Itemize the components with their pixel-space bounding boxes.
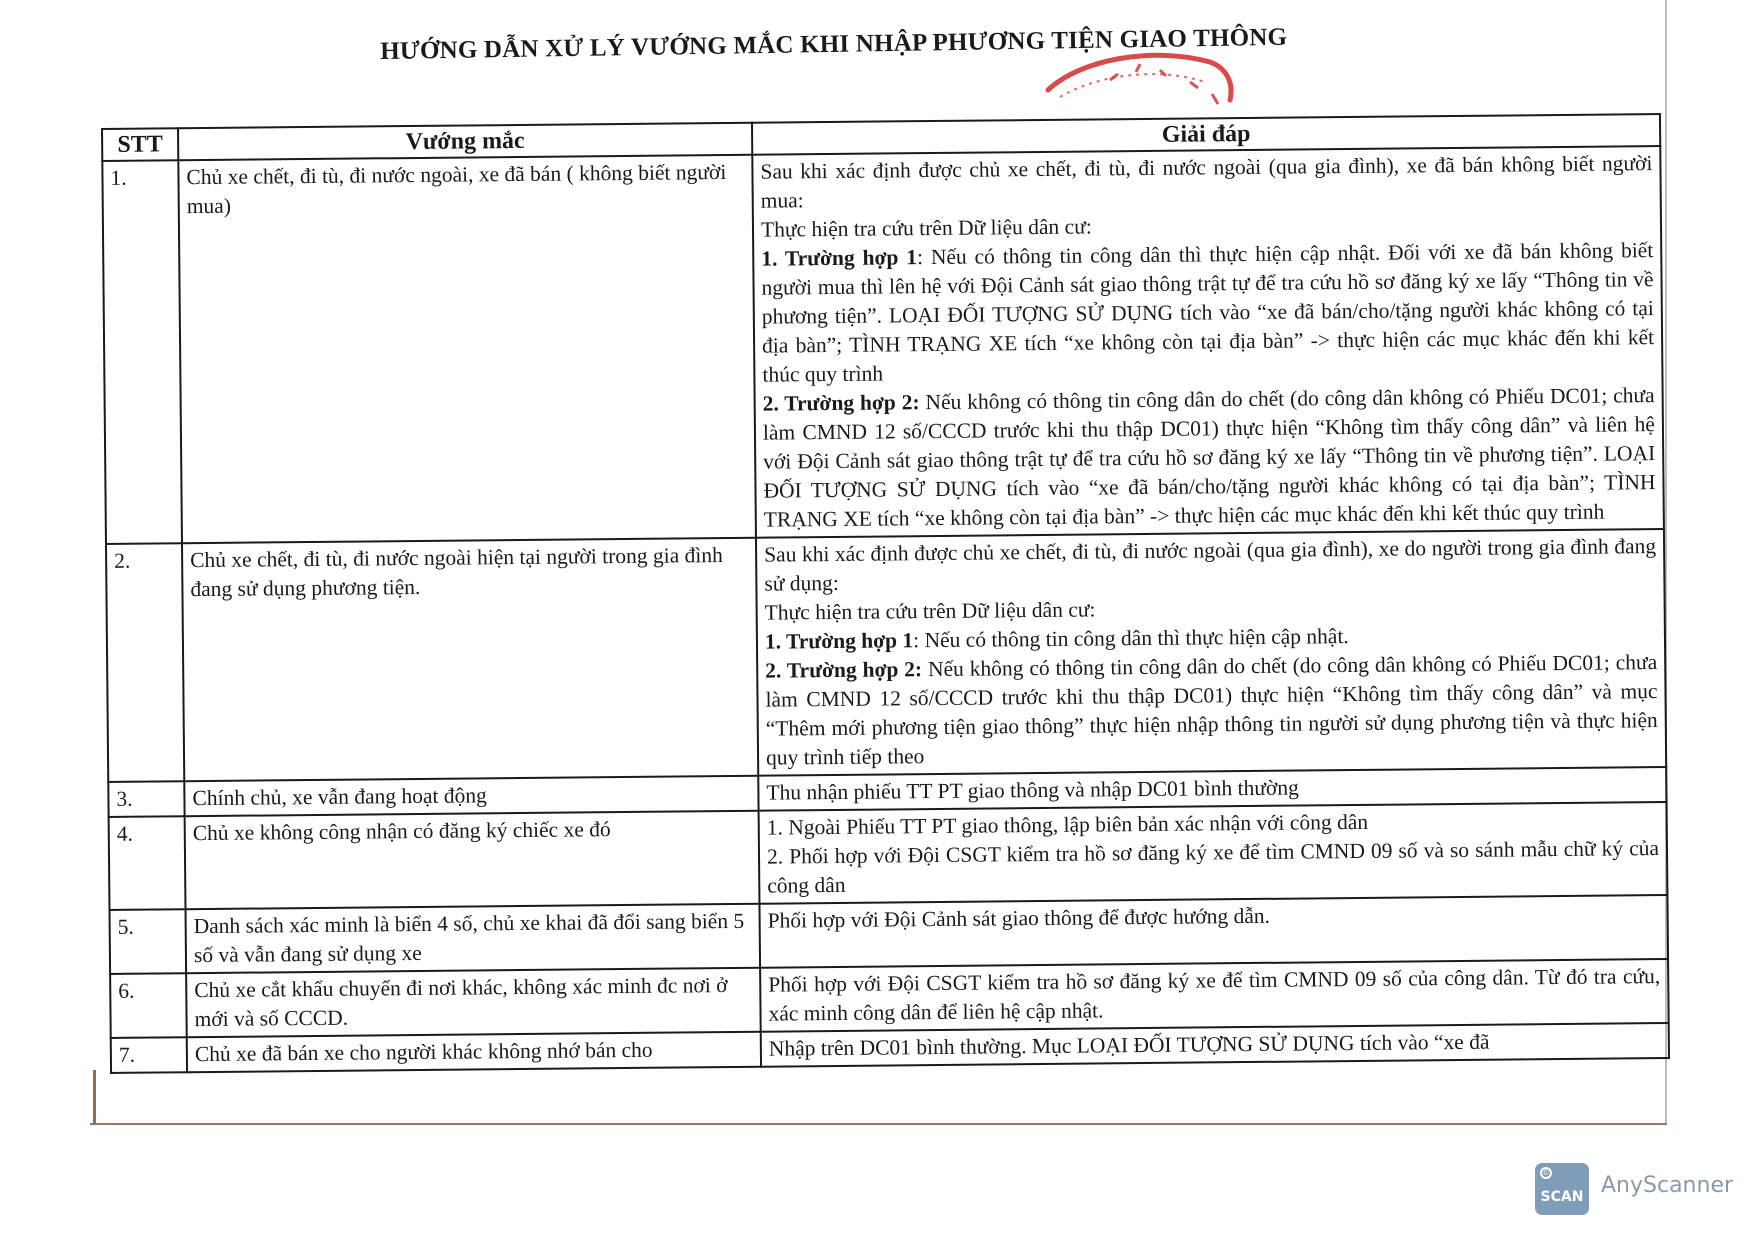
row-number: 4. [109, 816, 186, 910]
answer-case-1 [761, 236, 1654, 390]
answer-case-2 [765, 648, 1658, 773]
case-label: 1. Trường hợp 1 [764, 628, 914, 654]
table-row [102, 146, 1664, 544]
case-label: 2. Trường hợp 2: [765, 657, 923, 683]
row-number: 2. [106, 543, 184, 782]
case-text: : Nếu có thông tin công dân thì thực hiện cập nhật. Đối với xe đã bán không biết người mua thì lên hệ với Đội Cảnh sát giao thông trật tự để tra cứu hồ sơ đăng ký xe lấy “Thông tin về phương tiện”. LOẠI ĐỐI TƯỢNG SỬ DỤNG tích vào “xe đã bán/cho/tặng người khác không có tại địa bàn”; TÌNH TRẠNG XE tích “xe không còn tại địa bàn” -> thực hiện các mục khác đến khi kết thúc quy trình [761, 238, 1655, 387]
issue-cell: Chủ xe chết, đi tù, đi nước ngoài, xe đã bán ( không biết người mua) [178, 155, 756, 543]
page-edge [93, 1070, 96, 1125]
answer-cell: Phối hợp với Đội CSGT kiểm tra hồ sơ đăng ký xe để tìm CMND 09 số của công dân. Từ đó tra cứu, xác minh công dân để liên hệ cập nhật. [760, 959, 1669, 1032]
table-row [109, 802, 1668, 910]
red-stamp-mark [1040, 42, 1240, 122]
copyright-icon: © [1540, 1167, 1552, 1179]
guidance-table [101, 113, 1670, 1074]
case-label: 1. Trường hợp 1 [761, 245, 918, 271]
issue-cell: Chủ xe cắt khẩu chuyển đi nơi khác, không xác minh đc nơi ở mới và số CCCD. [186, 968, 761, 1038]
scanner-brand-name: AnyScanner [1601, 1173, 1734, 1198]
case-text: Nếu không có thông tin công dân do chết (do công dân không có Phiếu DC01; chưa làm CMND 12 số/CCCD trước khi thu thập DC01) thực hiện “Không tìm thấy công dân” và mục “Thêm mới phương tiện giao thông” thực hiện nhập thông tin người sử dụng phương tiện và thực hiện quy trình tiếp theo [765, 650, 1658, 770]
row-number: 5. [110, 909, 187, 974]
scan-logo-icon [1535, 1163, 1589, 1215]
answer-cell [756, 529, 1666, 776]
header-issue: Vướng mắc [178, 123, 752, 161]
issue-cell: Chủ xe chết, đi tù, đi nước ngoài hiện tại người trong gia đình đang sử dụng phương tiện. [182, 538, 758, 781]
case-text: : Nếu có thông tin công dân thì thực hiện cập nhật. [913, 624, 1349, 653]
row-number: 3. [108, 781, 184, 817]
row-number: 6. [110, 973, 187, 1038]
answer-line: 1. Ngoài Phiếu TT PT giao thông, lập biên bản xác nhận với công dân [766, 809, 1369, 840]
answer-cell [752, 146, 1664, 538]
answer-intro: Sau khi xác định được chủ xe chết, đi tù, đi nước ngoài (qua gia đình), xe do người trong gia đình đang sử dụng: [764, 534, 1657, 596]
issue-cell: Chủ xe đã bán xe cho người khác không nhớ bán cho [187, 1032, 761, 1073]
answer-cell: Nhập trên DC01 bình thường. Mục LOẠI ĐỐI TƯỢNG SỬ DỤNG tích vào “xe đã [761, 1023, 1669, 1067]
header-stt: STT [102, 128, 178, 161]
scan-logo-text: SCAN [1540, 1189, 1584, 1205]
header-answer: Giải đáp [752, 114, 1660, 155]
issue-cell: Chính chủ, xe vẫn đang hoạt động [184, 776, 758, 817]
case-text: Nếu không có thông tin công dân do chết (do công dân không có Phiếu DC01; chưa làm CMND 12 số/CCCD trước khi thu thập DC01) thực hiện “Không tìm thấy công dân” và liên hệ với Đội Cảnh sát giao thông trật tự để tra cứu hồ sơ đăng ký xe lấy “Thông tin về phương tiện”. LOẠI ĐỐI TƯỢNG SỬ DỤNG tích vào “xe đã bán/cho/tặng người khác không có tại địa bàn”; TÌNH TRẠNG XE tích “xe không còn tại địa bàn” -> thực hiện các mục khác đến khi kết thúc quy trình [762, 383, 1656, 532]
document-title: HƯỚNG DẪN XỬ LÝ VƯỚNG MẮC KHI NHẬP PHƯƠNG TIỆN GIAO THÔNG [380, 23, 1288, 65]
answer-intro: Sau khi xác định được chủ xe chết, đi tù, đi nước ngoài (qua gia đình), xe đã bán không biết người mua: [760, 151, 1653, 213]
issue-cell: Danh sách xác minh là biển 4 số, chủ xe khai đã đổi sang biển 5 số và vẫn đang sử dụng xe [186, 904, 761, 974]
answer-lookup: Thực hiện tra cứu trên Dữ liệu dân cư: [760, 214, 1092, 242]
answer-cell: Thu nhận phiếu TT PT giao thông và nhập DC01 bình thường [758, 767, 1666, 811]
row-number: 7. [111, 1037, 187, 1073]
issue-cell: Chủ xe không công nhận có đăng ký chiếc xe đó [185, 811, 760, 910]
answer-cell: Phối hợp với Đội Cảnh sát giao thông để được hướng dẫn. [759, 895, 1668, 968]
answer-cell [759, 802, 1668, 904]
page-edge [90, 1123, 1667, 1125]
answer-lookup: Thực hiện tra cứu trên Dữ liệu dân cư: [764, 597, 1096, 625]
table-row [106, 529, 1666, 782]
answer-case-2 [763, 381, 1656, 535]
row-number: 1. [102, 160, 182, 544]
answer-line: 2. Phối hợp với Đội CSGT kiểm tra hồ sơ đăng ký xe để tìm CMND 09 số và so sánh mẫu chữ ký của công dân [766, 836, 1660, 898]
case-label: 2. Trường hợp 2: [762, 390, 920, 416]
